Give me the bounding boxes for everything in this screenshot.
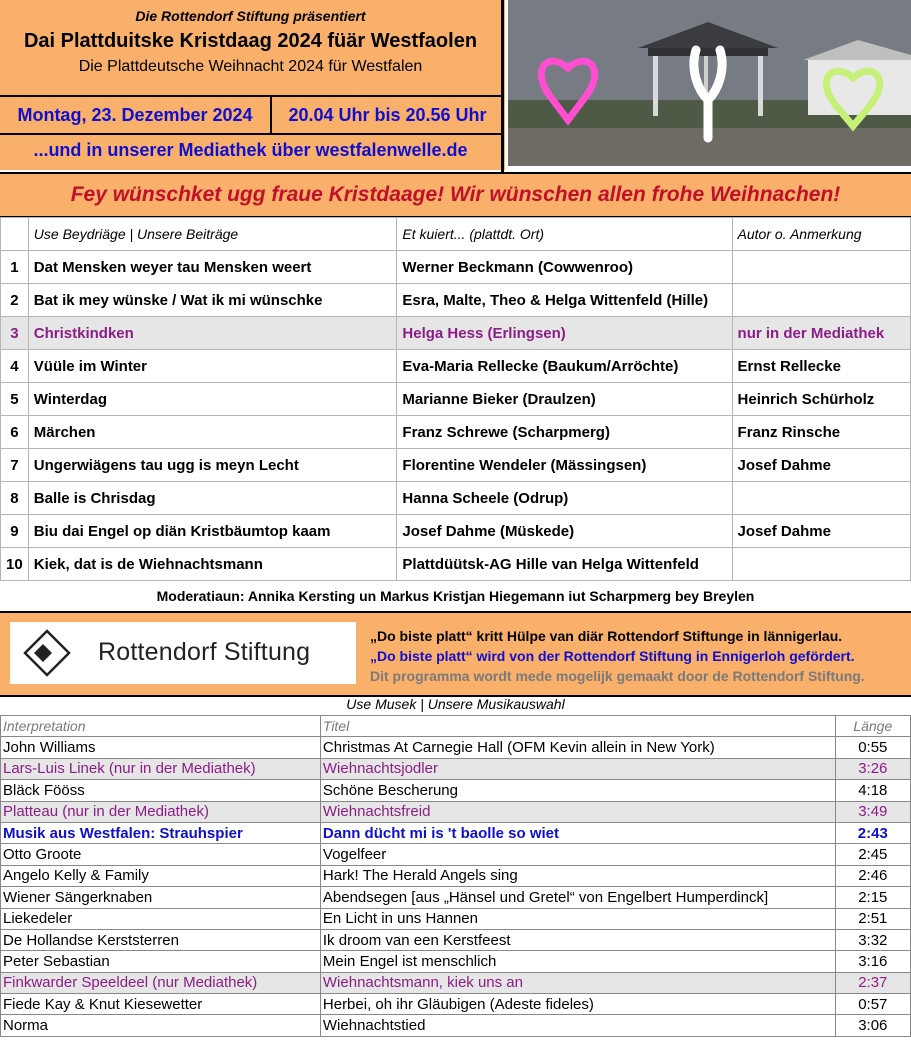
broadcast-time-row (0, 95, 503, 135)
music-artist: Platteau (nur in der Mediathek) (1, 801, 321, 822)
contribution-title: Vüüle im Winter (28, 350, 397, 383)
header-performer: Et kuiert... (plattdt. Ort) (397, 218, 732, 251)
contribution-performer: Helga Hess (Erlingsen) (397, 317, 732, 350)
contribution-author: Josef Dahme (732, 515, 910, 548)
contribution-num: 5 (1, 383, 29, 416)
broadcast-time: 20.04 Uhr bis 20.56 Uhr (288, 105, 487, 125)
contribution-performer: Hanna Scheele (Odrup) (397, 482, 732, 515)
music-artist: Lars-Luis Linek (nur in der Mediathek) (1, 758, 321, 779)
music-title: Dann dücht mi is 't baolle so wiet (320, 822, 835, 843)
contribution-num: 4 (1, 350, 29, 383)
sponsor-line-nederlands: Dit programma wordt mede mogelijk gemaakt door de Rottendorf Stiftung. (370, 668, 865, 684)
contribution-title: Kiek, dat is de Wiehnachtsmann (28, 548, 397, 581)
music-row (1, 844, 911, 865)
music-length: 3:49 (835, 801, 910, 822)
mediathek-link[interactable]: ...und in unserer Mediathek über westfalenwelle.de (33, 140, 468, 160)
contribution-performer: Esra, Malte, Theo & Helga Wittenfeld (Hille) (397, 284, 732, 317)
contribution-row (1, 482, 911, 515)
music-length: 2:15 (835, 887, 910, 908)
contribution-row (1, 449, 911, 482)
music-table (0, 715, 911, 1037)
music-section-title: Use Musek | Unsere Musikauswahl (346, 696, 565, 712)
music-artist: John Williams (1, 737, 321, 758)
music-length: 2:37 (835, 972, 910, 993)
contribution-num: 3 (1, 317, 29, 350)
contribution-num: 2 (1, 284, 29, 317)
music-length: 3:26 (835, 758, 910, 779)
title-plattdeutsch: Dai Plattduitske Kristdaag 2024 füär Westfaolen (23, 30, 478, 52)
music-header-row (1, 716, 911, 737)
music-artist: Otto Groote (1, 844, 321, 865)
music-row (1, 972, 911, 993)
contribution-performer: Franz Schrewe (Scharpmerg) (397, 416, 732, 449)
contribution-author: nur in der Mediathek (732, 317, 910, 350)
sponsor-line-hochdeutsch: „Do biste platt“ wird von der Rottendorf Stiftung in Ennigerloh gefördert. (370, 648, 855, 664)
music-title: Wiehnachtsmann, kiek uns an (320, 972, 835, 993)
contribution-num: 10 (1, 548, 29, 581)
contribution-author: Heinrich Schürholz (732, 383, 910, 416)
contribution-performer: Eva-Maria Rellecke (Baukum/Arröchte) (397, 350, 732, 383)
music-title: Vogelfeer (320, 844, 835, 865)
contribution-num: 9 (1, 515, 29, 548)
music-row (1, 865, 911, 886)
contribution-num: 6 (1, 416, 29, 449)
contribution-author (732, 251, 910, 284)
contribution-author (732, 482, 910, 515)
music-length: 0:57 (835, 994, 910, 1015)
contribution-title: Märchen (28, 416, 397, 449)
music-artist: De Hollandse Kerststerren (1, 929, 321, 950)
contribution-title: Balle is Chrisdag (28, 482, 397, 515)
contribution-title: Christkindken (28, 317, 397, 350)
music-row (1, 780, 911, 801)
contribution-title: Dat Mensken weyer tau Mensken weert (28, 251, 397, 284)
music-length: 3:06 (835, 1015, 910, 1036)
logo-wordmark: Rottendorf Stiftung (98, 638, 311, 666)
contribution-row (1, 416, 911, 449)
contribution-performer: Marianne Bieker (Draulzen) (397, 383, 732, 416)
contribution-title: Bat ik mey wünske / Wat ik mi wünschke (28, 284, 397, 317)
contribution-author: Franz Rinsche (732, 416, 910, 449)
title-hochdeutsch: Die Plattdeutsche Weihnacht 2024 für Westfalen (78, 58, 423, 75)
music-artist: Peter Sebastian (1, 951, 321, 972)
contribution-title: Ungerwiägens tau ugg is meyn Lecht (28, 449, 397, 482)
music-artist: Liekedeler (1, 908, 321, 929)
contribution-row (1, 350, 911, 383)
contribution-row (1, 548, 911, 581)
contribution-row (1, 515, 911, 548)
music-row (1, 929, 911, 950)
rottendorf-logo (10, 622, 356, 684)
music-artist: Bläck Fööss (1, 780, 321, 801)
contribution-performer: Florentine Wendeler (Mässingsen) (397, 449, 732, 482)
contribution-performer: Plattdüütsk-AG Hille van Helga Wittenfeld (397, 548, 732, 581)
contribution-num: 1 (1, 251, 29, 284)
sponsor-panel (0, 611, 911, 697)
contribution-row (1, 284, 911, 317)
contribution-author: Josef Dahme (732, 449, 910, 482)
music-row (1, 1015, 911, 1036)
music-header-artist: Interpretation (1, 716, 321, 737)
music-length: 2:45 (835, 844, 910, 865)
contribution-row (1, 383, 911, 416)
music-length: 0:55 (835, 737, 910, 758)
music-length: 3:16 (835, 951, 910, 972)
contribution-title: Biu dai Engel op diän Kristbäumtop kaam (28, 515, 397, 548)
music-row (1, 737, 911, 758)
music-artist: Angelo Kelly & Family (1, 865, 321, 886)
music-row (1, 951, 911, 972)
music-title: Schöne Bescherung (320, 780, 835, 801)
music-length: 2:51 (835, 908, 910, 929)
header-title: Use Beydriäge | Unsere Beiträge (28, 218, 397, 251)
music-row (1, 822, 911, 843)
music-row (1, 908, 911, 929)
contribution-author (732, 284, 910, 317)
contribution-num: 8 (1, 482, 29, 515)
music-title: Mein Engel ist menschlich (320, 951, 835, 972)
music-title: Herbei, oh ihr Gläubigen (Adeste fideles) (320, 994, 835, 1015)
music-length: 3:32 (835, 929, 910, 950)
music-artist: Wiener Sängerknaben (1, 887, 321, 908)
music-title: Ik droom van een Kerstfeest (320, 929, 835, 950)
header-divider (501, 0, 504, 172)
header-panel (0, 0, 505, 170)
diamond-logo-icon (22, 628, 82, 678)
moderation-line: Moderatiaun: Annika Kersting un Markus Kristjan Hiegemann iut Scharpmerg bey Breylen (156, 588, 755, 604)
music-title: Wiehnachtsjodler (320, 758, 835, 779)
contribution-row (1, 251, 911, 284)
contributions-header-row (1, 218, 911, 251)
music-artist: Fiede Kay & Knut Kiesewetter (1, 994, 321, 1015)
music-artist: Finkwarder Speeldeel (nur Mediathek) (1, 972, 321, 993)
presents-line: Die Rottendorf Stiftung präsentiert (135, 8, 366, 24)
contribution-author (732, 548, 910, 581)
music-header-length: Länge (835, 716, 910, 737)
contributions-table (0, 217, 911, 581)
contribution-performer: Josef Dahme (Müskede) (397, 515, 732, 548)
christmas-light-figures-photo-icon (508, 0, 911, 166)
music-title: Wiehnachtsfreid (320, 801, 835, 822)
broadcast-date: Montag, 23. Dezember 2024 (0, 97, 272, 133)
music-title: Abendsegen [aus „Hänsel und Gretel“ von Engelbert Humperdinck] (320, 887, 835, 908)
music-row (1, 994, 911, 1015)
contribution-performer: Werner Beckmann (Cowwenroo) (397, 251, 732, 284)
contribution-row (1, 317, 911, 350)
header-num (1, 218, 29, 251)
music-row (1, 758, 911, 779)
music-title: Hark! The Herald Angels sing (320, 865, 835, 886)
music-artist: Musik aus Westfalen: Strauhspier (1, 822, 321, 843)
music-length: 2:46 (835, 865, 910, 886)
music-title: Christmas At Carnegie Hall (OFM Kevin allein in New York) (320, 737, 835, 758)
music-header-title: Titel (320, 716, 835, 737)
contribution-title: Winterdag (28, 383, 397, 416)
music-row (1, 887, 911, 908)
christmas-lights-photo (508, 0, 911, 166)
music-title: Wiehnachtstied (320, 1015, 835, 1036)
music-artist: Norma (1, 1015, 321, 1036)
greeting-banner: Fey wünschket ugg fraue Kristdaage! Wir wünschen allen frohe Weihnachen! (0, 172, 911, 218)
contribution-author: Ernst Rellecke (732, 350, 910, 383)
header-author: Autor o. Anmerkung (732, 218, 910, 251)
sponsor-line-plattdeutsch: „Do biste platt“ kritt Hülpe van diär Rottendorf Stiftunge in lännigerlau. (370, 628, 843, 644)
music-title: En Licht in uns Hannen (320, 908, 835, 929)
music-length: 4:18 (835, 780, 910, 801)
music-row (1, 801, 911, 822)
contribution-num: 7 (1, 449, 29, 482)
music-length: 2:43 (835, 822, 910, 843)
